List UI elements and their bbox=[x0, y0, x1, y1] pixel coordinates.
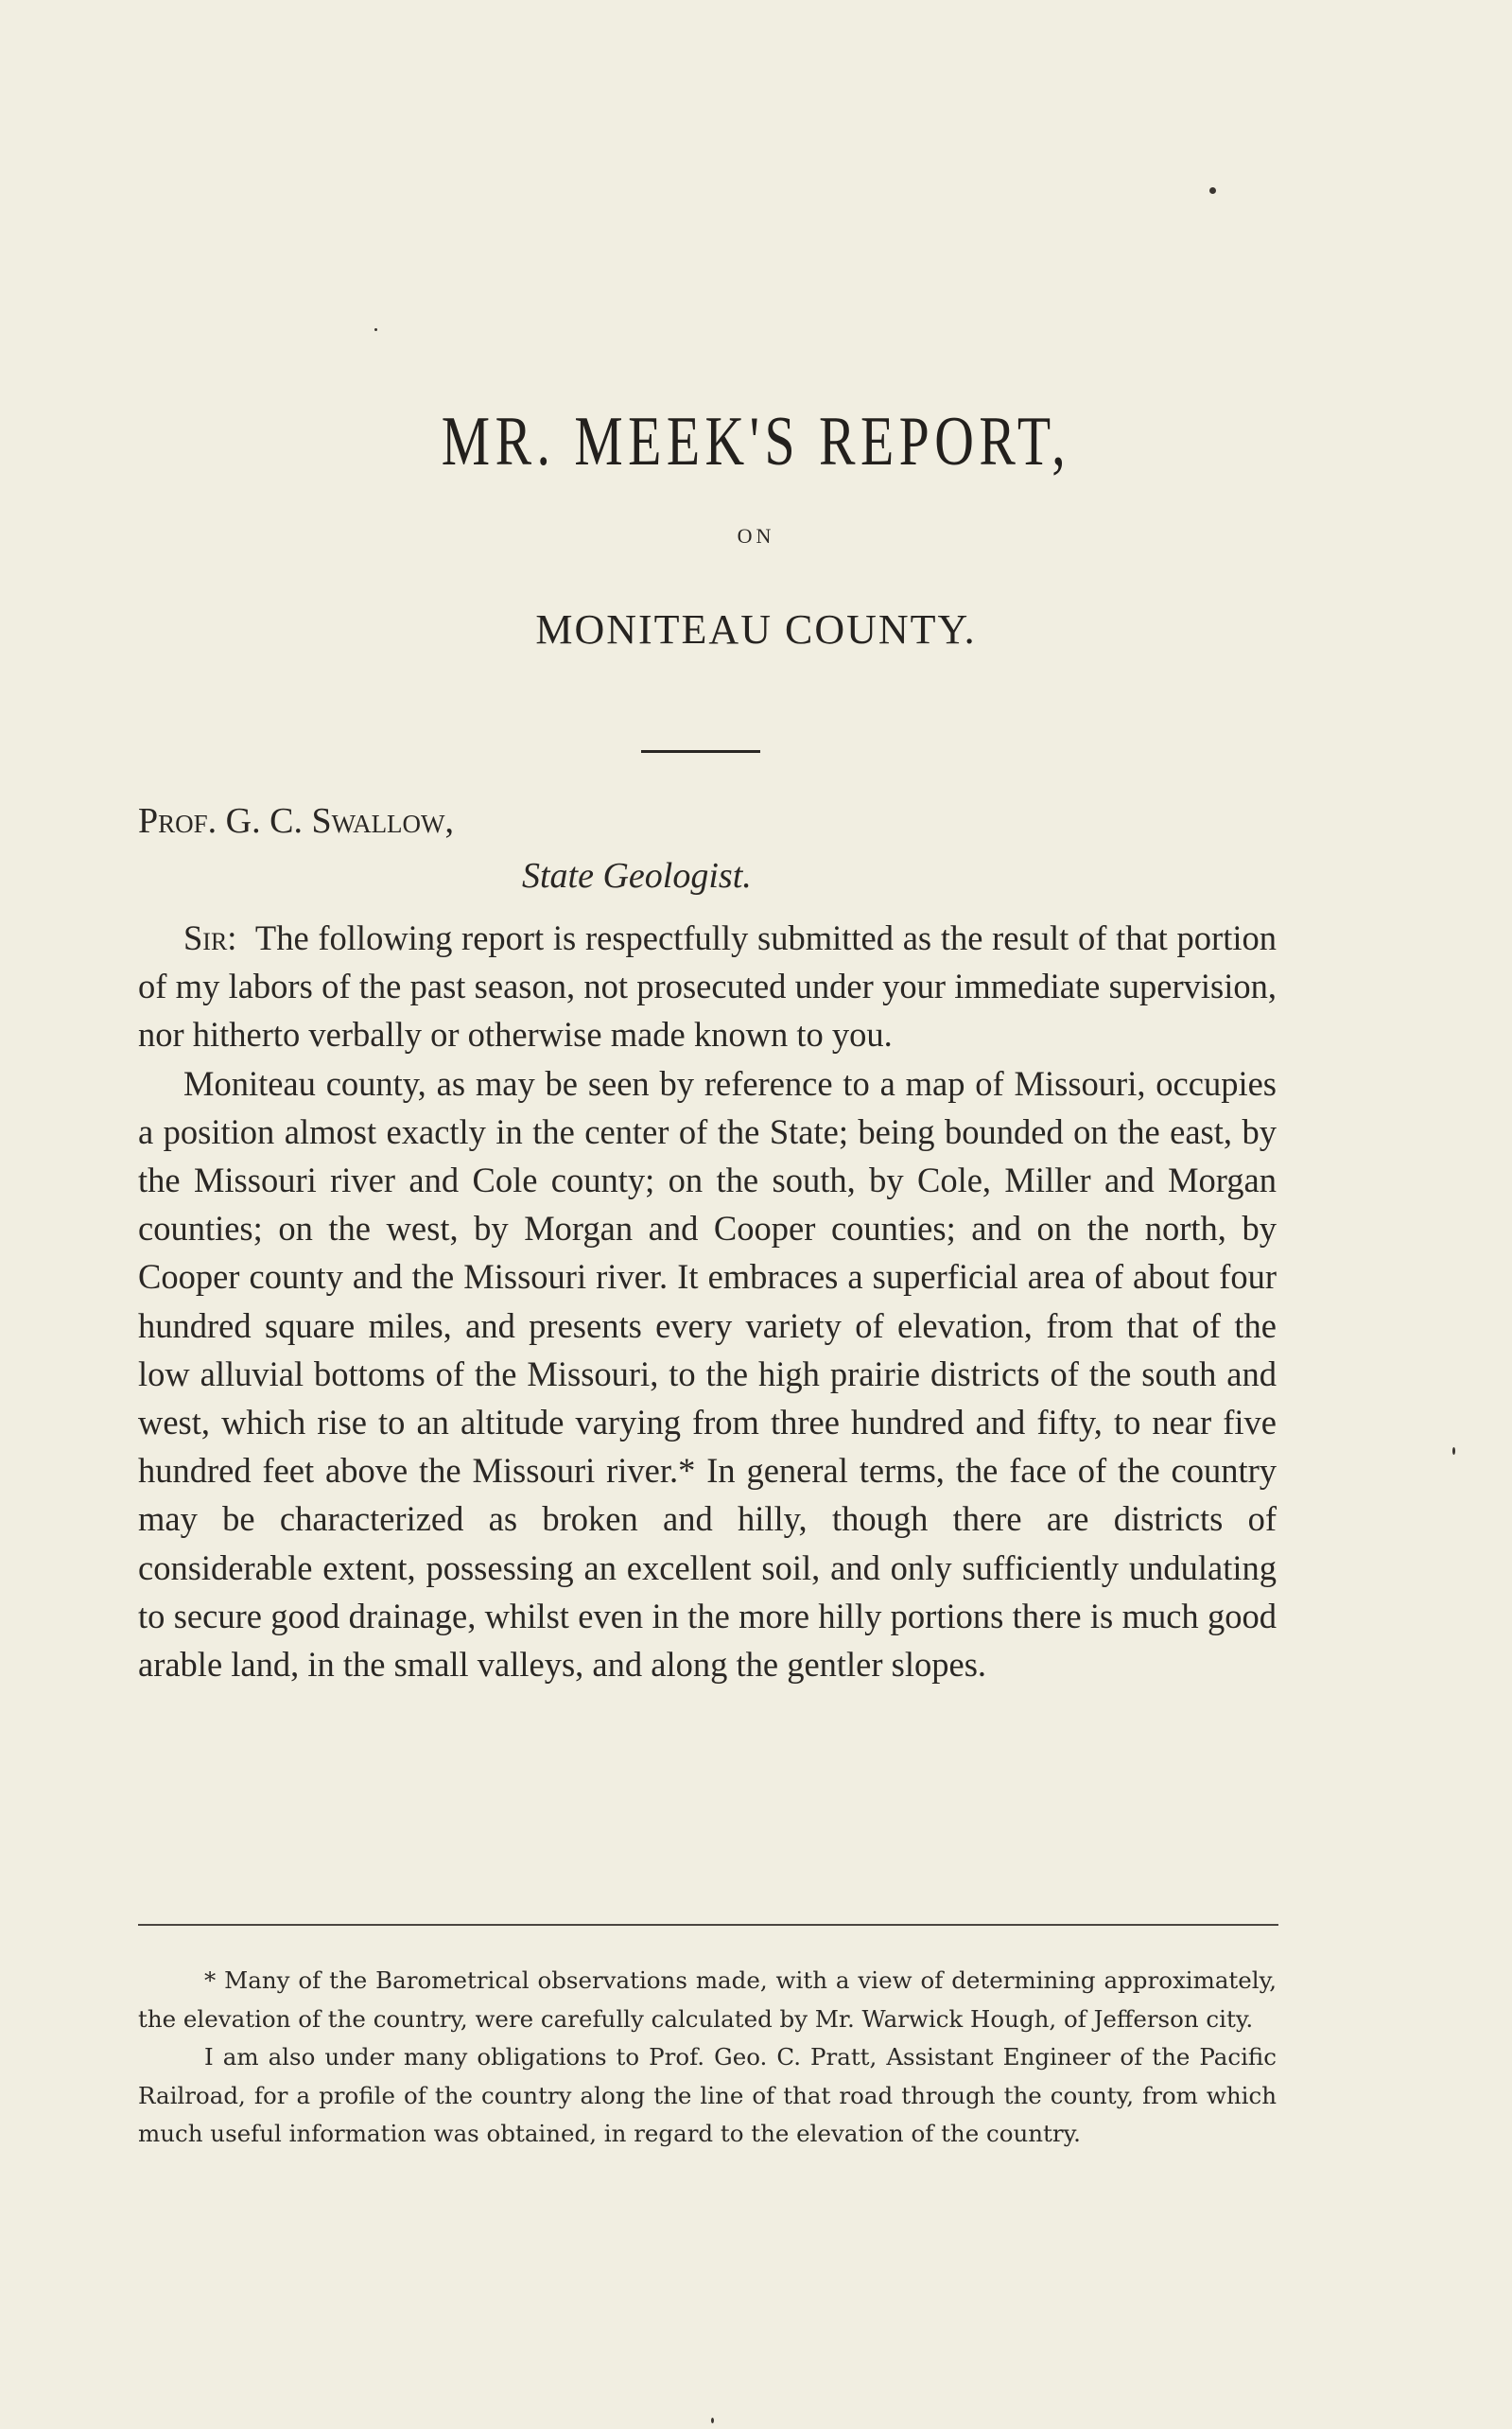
title-rule bbox=[641, 750, 760, 753]
addressee-designation: State Geologist. bbox=[522, 856, 752, 896]
paragraph-2: Moniteau county, as may be seen by reference to a map of Missouri, occupies a position almost exactly in the center of the State; being bounded on the east, by the Missouri river and Cole county; on the south, by Cole, Miller and Morgan counties; on the west, by Morgan and Cooper counties; and on the north, by Cooper county and the Missouri river. It embraces a superficial area of about four hundred square miles, and presents every variety of elevation, from that of the low alluvial bottoms of the Missouri, to the high prairie districts of the south and west, which rise to an altitude varying from three hundred and fifty, to near five hundred feet above the Missouri river.* In general terms, the face of the country may be characterized as broken and hilly, though there are districts of considerable extent, possessing an excellent soil, and only sufficiently undulating to secure good drainage, whilst even in the more hilly portions there is much good arable land, in the small valleys, and along the gentler slopes. bbox=[138, 1063, 1277, 1685]
paragraph-1 bbox=[138, 914, 1277, 1059]
print-speck bbox=[1452, 1447, 1455, 1455]
footnote-rule bbox=[138, 1924, 1278, 1926]
subtitle-on: ON bbox=[737, 524, 775, 548]
print-speck bbox=[374, 328, 377, 331]
footnotes bbox=[138, 1962, 1277, 2154]
report-body bbox=[138, 914, 1277, 1688]
addressee-name: Prof. G. C. Swallow, bbox=[138, 801, 455, 841]
county-heading: MONITEAU COUNTY. bbox=[535, 606, 977, 653]
print-speck bbox=[711, 2418, 714, 2423]
paragraph-1-text: The following report is respectfully submitted as the result of that portion of my labors of the past season, not prosecuted under your immediate supervision, nor hitherto verbally or otherwise made known to you. bbox=[138, 918, 1277, 1055]
report-title: MR. MEEK'S REPORT, bbox=[441, 403, 1071, 481]
salutation: Sir: bbox=[183, 918, 237, 957]
footnote-1: * Many of the Barometrical observations made, with a view of determining approximately, the elevation of the country, were carefully calculated by Mr. Warwick Hough, of Jefferson city. bbox=[138, 1966, 1277, 2033]
print-speck bbox=[1209, 187, 1216, 194]
footnote-2: I am also under many obligations to Prof. Geo. C. Pratt, Assistant Engineer of the Pacific Railroad, for a profile of the country along the line of that road through the county, from which much useful information was obtained, in regard to the elevation of the country. bbox=[138, 2043, 1277, 2147]
